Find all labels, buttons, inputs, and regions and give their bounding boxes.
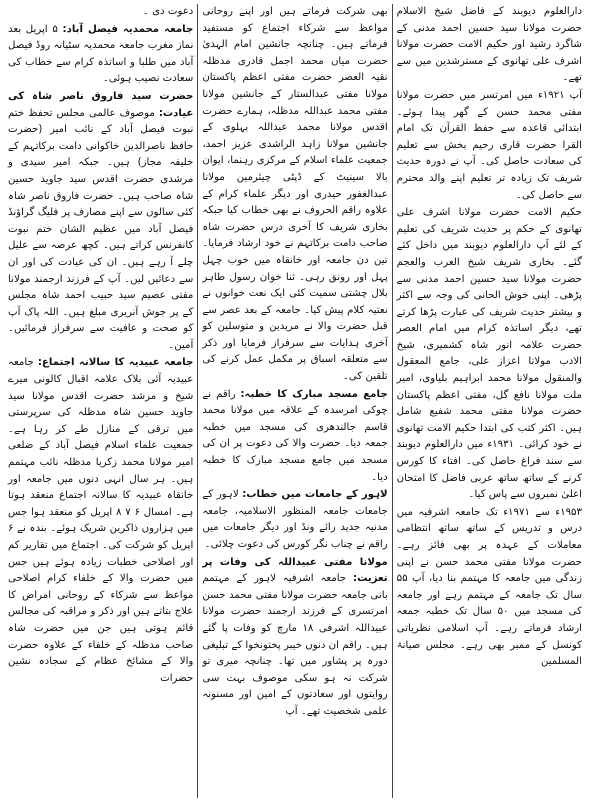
paragraph-text: جامعہ اشرفیہ لاہور کے مہتمم بانی جامعہ حضرت مولانا مفتی محمد حسن امرتسری کے فرزند ارجمند حضرت مولانا عبیداللہ اشرفی ۱۸ مارچ کو وفات پا گئے ہیں۔ راقم ان دنوں خیبر پختونخوا کے تبلیغی دورہ پر پشاور میں تھا۔ چنانچہ میری تو شرکت نہ ہو سکی موصوف بہت سی روایتوں اور سعادتوں کے امین اور مسنونہ علمی شخصیت تھے۔ آپ — [202, 573, 388, 717]
column-right — [4, 4, 197, 798]
paragraph-text: حکیم الامت حضرت مولانا اشرف علی تھانوی کے حکم پر حدیث شریف کی تعلیم کے لئے آپ دارالعلوم دیوبند میں داخل کئے گئے۔ بخاری شریف شیخ العرب والعجم حضرت مولانا سید حسین احمد مدنی سے پڑھی۔ اپنی خوش الحانی کی وجہ سے اکثر و بیشتر حدیث شریف کی عبارت پڑھا کرتے تھے، دیگر اساتذہ کرام میں امام العصر حضرت علامہ انور شاہ کشمیری، شیخ الادب مولانا اعزاز علی، جامع المعقول والمنقول مولانا محمد ابراہیم بلیاوی، امیر ملت مولانا نافع گل، مفتی اعظم پاکستان حضرت مولانا مفتی محمد شفیع شامل ہیں۔ اکثر کتب کی ابتدا حکیم الامت تھانوی نے خود کرائی۔ ۱۹۳۱ء میں دارالعلوم دیوبند سے سند فراغ حاصل کی۔ افتاء کا کورس کرنے کے ساتھ ساتھ عربی فاضل کا امتحان اعلیٰ نمبروں سے پاس کیا۔ — [396, 207, 582, 501]
column-middle — [198, 4, 391, 798]
paragraph-text: آپ ۱۹۲۱ء میں امرتسر میں حضرت مولانا مفتی محمد حسن کے گھر پیدا ہوئے۔ ابتدائی قاعدہ سے حفظ القرآن تک امام القرا حضرت قاری رحیم بخش سے تعلیم کی سعادت حاصل کی۔ آپ نے دورہ حدیث شریف تک زیادہ تر تعلیم اپنے والد محترم سے حاصل کی۔ — [396, 89, 582, 201]
column-left — [393, 4, 586, 798]
article-paragraph — [397, 505, 582, 671]
section-heading: جامعہ محمدیہ فیصل آباد: — [62, 23, 194, 35]
article-paragraph — [8, 89, 193, 355]
article-paragraph — [397, 88, 582, 204]
paragraph-text: ۱۹۵۳ء سے ۱۹۷۱ء تک جامعہ اشرفیہ میں درس و تدریس کے ساتھ ساتھ انتظامی معاملات کے عہدہ پر بھی فائز رہے۔ حضرت مولانا مفتی محمد حسن نے اپنی زندگی میں جامعہ کا مہتمم بنا دیا، آپ ۵۵ سال تک جامعہ کے مہتمم رہے اور جامعہ کی مسجد میں ۵۰ سال تک خطبہ جمعہ ارشاد فرماتے رہے۔ آپ اسلامی نظریاتی کونسل کے ممبر بھی رہے۔ مجلس صیانۃ المسلمین — [396, 506, 582, 668]
article-paragraph — [8, 355, 193, 687]
column-divider — [197, 4, 198, 798]
paragraph-text: راقم نے چوکی امرسدہ کے علاقہ میں مولانا محمد قاسم جالندھری کی مسجد میں خطبہ جمعہ دیا۔ حضرت والا کی دعوت پر ان کی مسجد میں جامع مسجد مبارک کا خطبہ دیا۔ — [202, 388, 388, 483]
section-heading: جامعہ عبیدیہ کا سالانہ اجتماع: — [37, 357, 194, 369]
section-heading: حضرت سید فاروق ناصر شاہ کی عیادت: — [8, 90, 194, 119]
paragraph-text: ۵ اپریل بعد نماز مغرب جامعہ محمدیہ سٹیانہ روڈ فیصل آباد میں طلبا و اساتذہ کرام سے خطاب کی سعادت نصیب ہوئی۔ — [8, 23, 194, 85]
paragraph-text: موصوف عالمی مجلس تحفظ ختم نبوت فیصل آباد کے نائب امیر (حضرت حافظ ناصرالدین خاکوانی دامت برکاتہم کے خلیفہ مجاز) ہیں۔ جبکہ امیر سیدی و مرشدی حضرت اقدس سید جاوید حسین شاہ صاحب ہیں۔ حضرت فاروق ناصر شاہ کئی سالوں سے اپنے مصارف پر فلیگ گراؤنڈ فیصل آباد میں عظیم الشان ختم نبوت کانفرنس کراتے ہیں۔ کچھ عرصہ سے علیل چلے آ رہے ہیں۔ ان کی عیادت کی اور ان سے دعائیں لیں۔ آپ کے فرزند ارجمند مولانا مفتی عصیم سید حبیب احمد شاہ مجلس کے پر جوش آنریری مبلغ ہیں۔ اللہ پاک آپ کو صحت و عافیت سے سرفراز فرمائیں۔ آمین۔ — [8, 107, 194, 351]
article-paragraph — [8, 4, 193, 21]
paragraph-text: بھی شرکت فرماتے ہیں اور اپنے روحانی مواعظ سے شرکاء اجتماع کو مستفید فرماتے ہیں۔ چنانچہ جانشین امام الہدیٰ حضرت میاں محمد اجمل قادری مدظلہ نقیہ العصر حضرت مفتی اعظم پاکستان مولانا مفتی عبدالستار کے جانشین مولانا مفتی محمد عبداللہ مدظلہ، ہمارے حضرت اقدس مولانا محمد عبداللہ بہلوی کے جانشین مولانا زاہد الراشدی عزیز احمد، جمعیت علماء اسلام کے مرکزی رہنما، ایوان بالا سینیٹ کے ڈپٹی چیئرمین مولانا عبدالغفور حیدری اور دیگر علماء کرام کے علاوہ راقم الحروف نے بھی خطاب کیا جبکہ بخاری شریف کا آخری درس حضرت شاہ صاحب دامت برکاتہم نے خود ارشاد فرمایا۔ تین دن جامعہ اور خانقاہ میں خوب چہل پہل اور رونق رہی۔ ثنا خوان رسول طاہر بلال چشتی سمیت کئی ایک نعت خوانوں نے نعتیہ کلام پیش کیا۔ جامعہ کے بعد عصر سے قبل حضرت والا نے مریدین و متوسلین کو آخری ہدایات سے سرفراز فرمایا اور ذکر سے متعلقہ اسباق پر مکمل عمل کرنے کی تلقین کی۔ — [202, 6, 388, 383]
paragraph-text: دارالعلوم دیوبند کے فاضل شیخ الاسلام حضرت مولانا سید حسین احمد مدنی کے شاگرد رشید اور حکیم الامت حضرت مولانا اشرف علی تھانوی کے مسترشدین میں سے تھے۔ — [396, 6, 582, 84]
article-paragraph — [8, 22, 193, 88]
section-heading: لاہور کے جامعات میں خطاب: — [242, 489, 388, 501]
section-heading: مولانا مفتی عبیداللہ کی وفات پر تعزیت: — [202, 556, 388, 585]
article-paragraph — [202, 4, 387, 386]
paragraph-text: لاہور کے جامعات جامعہ المنظور الاسلامیہ، جامعہ مدنیہ جدید رائے ونڈ اور دیگر جامعات میں راقم نے چناب نگر کورس کی دعوت چلائی۔ — [202, 489, 388, 550]
article-paragraph — [397, 205, 582, 504]
column-divider — [392, 4, 393, 798]
article-paragraph — [202, 487, 387, 553]
article-paragraph — [397, 4, 582, 87]
paragraph-text: جامعہ عبیدیہ آئی بلاک علامہ اقبال کالونی میرے شیخ و مرشد حضرت اقدس مولانا سید جاوید حسین شاہ مدظلہ کی سرپرستی میں ترقی کے منازل طے کر رہا ہے۔ جمعیت علماء اسلام فیصل آباد کے ضلعی امیر مولانا محمد زکریا مدظلہ نائب مہتمم ہیں۔ ہر سال انہی دنوں میں جامعہ اور خانقاہ عبیدیہ کا سالانہ اجتماع منعقد ہوتا ہے۔ امسال ۶ ۷ ۸ اپریل کو منعقد ہوا جس میں ہزاروں ذاکرین شریک ہوئے۔ بندہ نے ۶ اپریل کو شرکت کی۔ اجتماع میں تقاریر کم اور اصلاحی خطبات زیادہ ہوئے ہیں جس میں حضرت والا کے خلفاء کرام اصلاحی مواعظ سے شرکاء کے روحانی امراض کا علاج بتاتے ہیں اور ذکر و مراقبہ کی مجالس قائم ہوتی ہیں جن میں حضرت شاہ صاحب مدظلہ کے خلفاء کے علاوہ حضرت والا کے مشائخ عظام کے سجادہ نشین حضرات — [8, 357, 194, 684]
article-paragraph — [202, 555, 387, 721]
article-paragraph — [202, 387, 387, 487]
section-heading: جامع مسجد مبارک کا خطبہ: — [240, 388, 388, 400]
paragraph-text: دعوت دی ۔ — [142, 6, 194, 17]
